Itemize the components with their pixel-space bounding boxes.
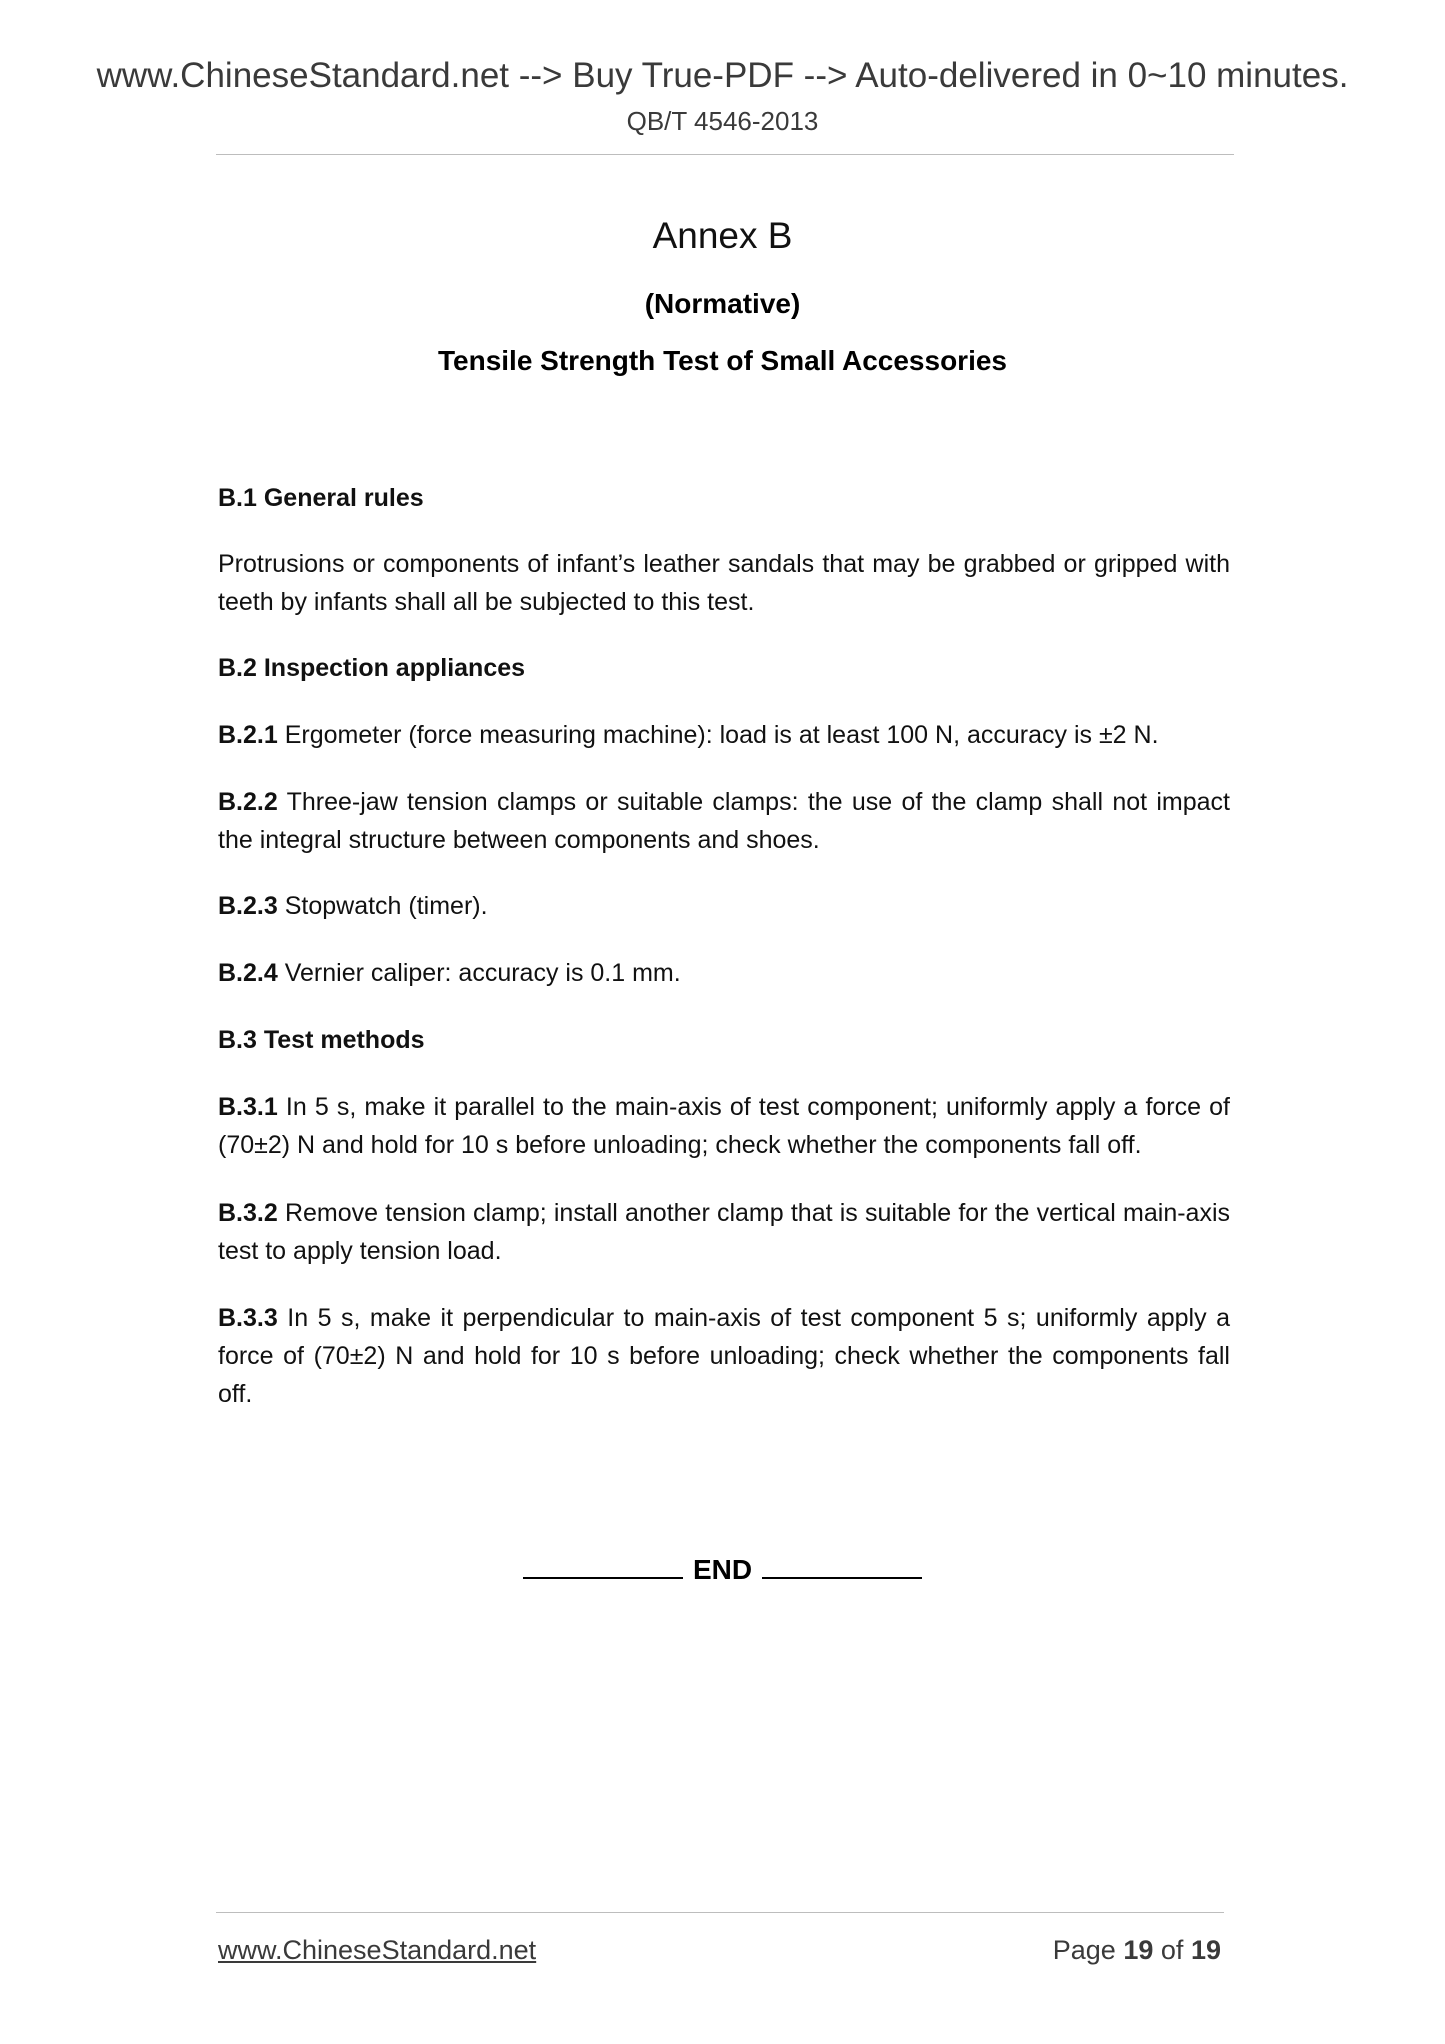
clause-b21-text: Ergometer (force measuring machine): load is at least 100 N, accuracy is ±2 N. [284,721,1159,749]
clause-b23-text: Stopwatch (timer). [284,892,488,920]
header-divider [216,154,1234,155]
end-rule-left [523,1551,683,1579]
page-total: 19 [1190,1935,1221,1965]
clause-b33 [218,1299,1230,1413]
clause-b33-number: B.3.3 [218,1304,278,1332]
annex-title: Annex B [652,215,793,256]
clause-b32 [218,1194,1230,1270]
end-marker [0,1551,1445,1586]
clause-b23 [218,887,1230,925]
clause-b32-text: Remove tension clamp; install another clamp that is suitable for the vertical main-axis test to apply tension load. [218,1199,1231,1265]
clause-b24-number: B.2.4 [218,959,278,987]
clause-b21 [218,716,1230,754]
page-label: Page [1052,1935,1116,1965]
end-label: END [692,1554,753,1585]
clause-b31 [218,1088,1230,1164]
header-banner: www.ChineseStandard.net --> Buy True-PDF --> Auto-delivered in 0~10 minutes. [96,56,1349,95]
clause-b24-text: Vernier caliper: accuracy is 0.1 mm. [284,959,681,987]
end-rule-right [762,1551,922,1579]
footer-website-link[interactable]: www.ChineseStandard.net [218,1935,537,1965]
section-b2-heading: B.2 Inspection appliances [218,654,526,682]
page-current: 19 [1123,1935,1154,1965]
section-b3-heading: B.3 Test methods [218,1026,425,1054]
clause-b31-text: In 5 s, make it parallel to the main-axis of test component; uniformly apply a force of (70±2) N and hold for 10 s before unloading; check whether the components fall off. [218,1093,1230,1159]
page-of: of [1160,1935,1184,1965]
clause-b33-text: In 5 s, make it perpendicular to main-axis of test component 5 s; uniformly apply a force of (70±2) N and hold for 10 s before unloading; check whether the components fall off. [218,1304,1230,1408]
standard-code: QB/T 4546-2013 [626,106,819,136]
clause-b24 [218,954,1230,992]
section-b1-text: Protrusions or components of infant’s leather sandals that may be grabbed or gripped with teeth by infants shall all be subjected to this test. [218,550,1230,616]
clause-b22-text: Three-jaw tension clamps or suitable clamps: the use of the clamp shall not impact the integral structure between components and shoes. [218,788,1230,854]
clause-b21-number: B.2.1 [218,721,278,749]
page-number [1053,1935,1221,1966]
clause-b31-number: B.3.1 [218,1093,278,1121]
clause-b32-number: B.3.2 [218,1199,278,1227]
annex-subtitle: Tensile Strength Test of Small Accessories [438,345,1007,376]
annex-type: (Normative) [644,288,801,319]
clause-b23-number: B.2.3 [218,892,278,920]
clause-b22-number: B.2.2 [218,788,278,816]
section-b1-heading: B.1 General rules [218,484,424,512]
footer-divider [216,1912,1224,1913]
clause-b22 [218,783,1230,859]
